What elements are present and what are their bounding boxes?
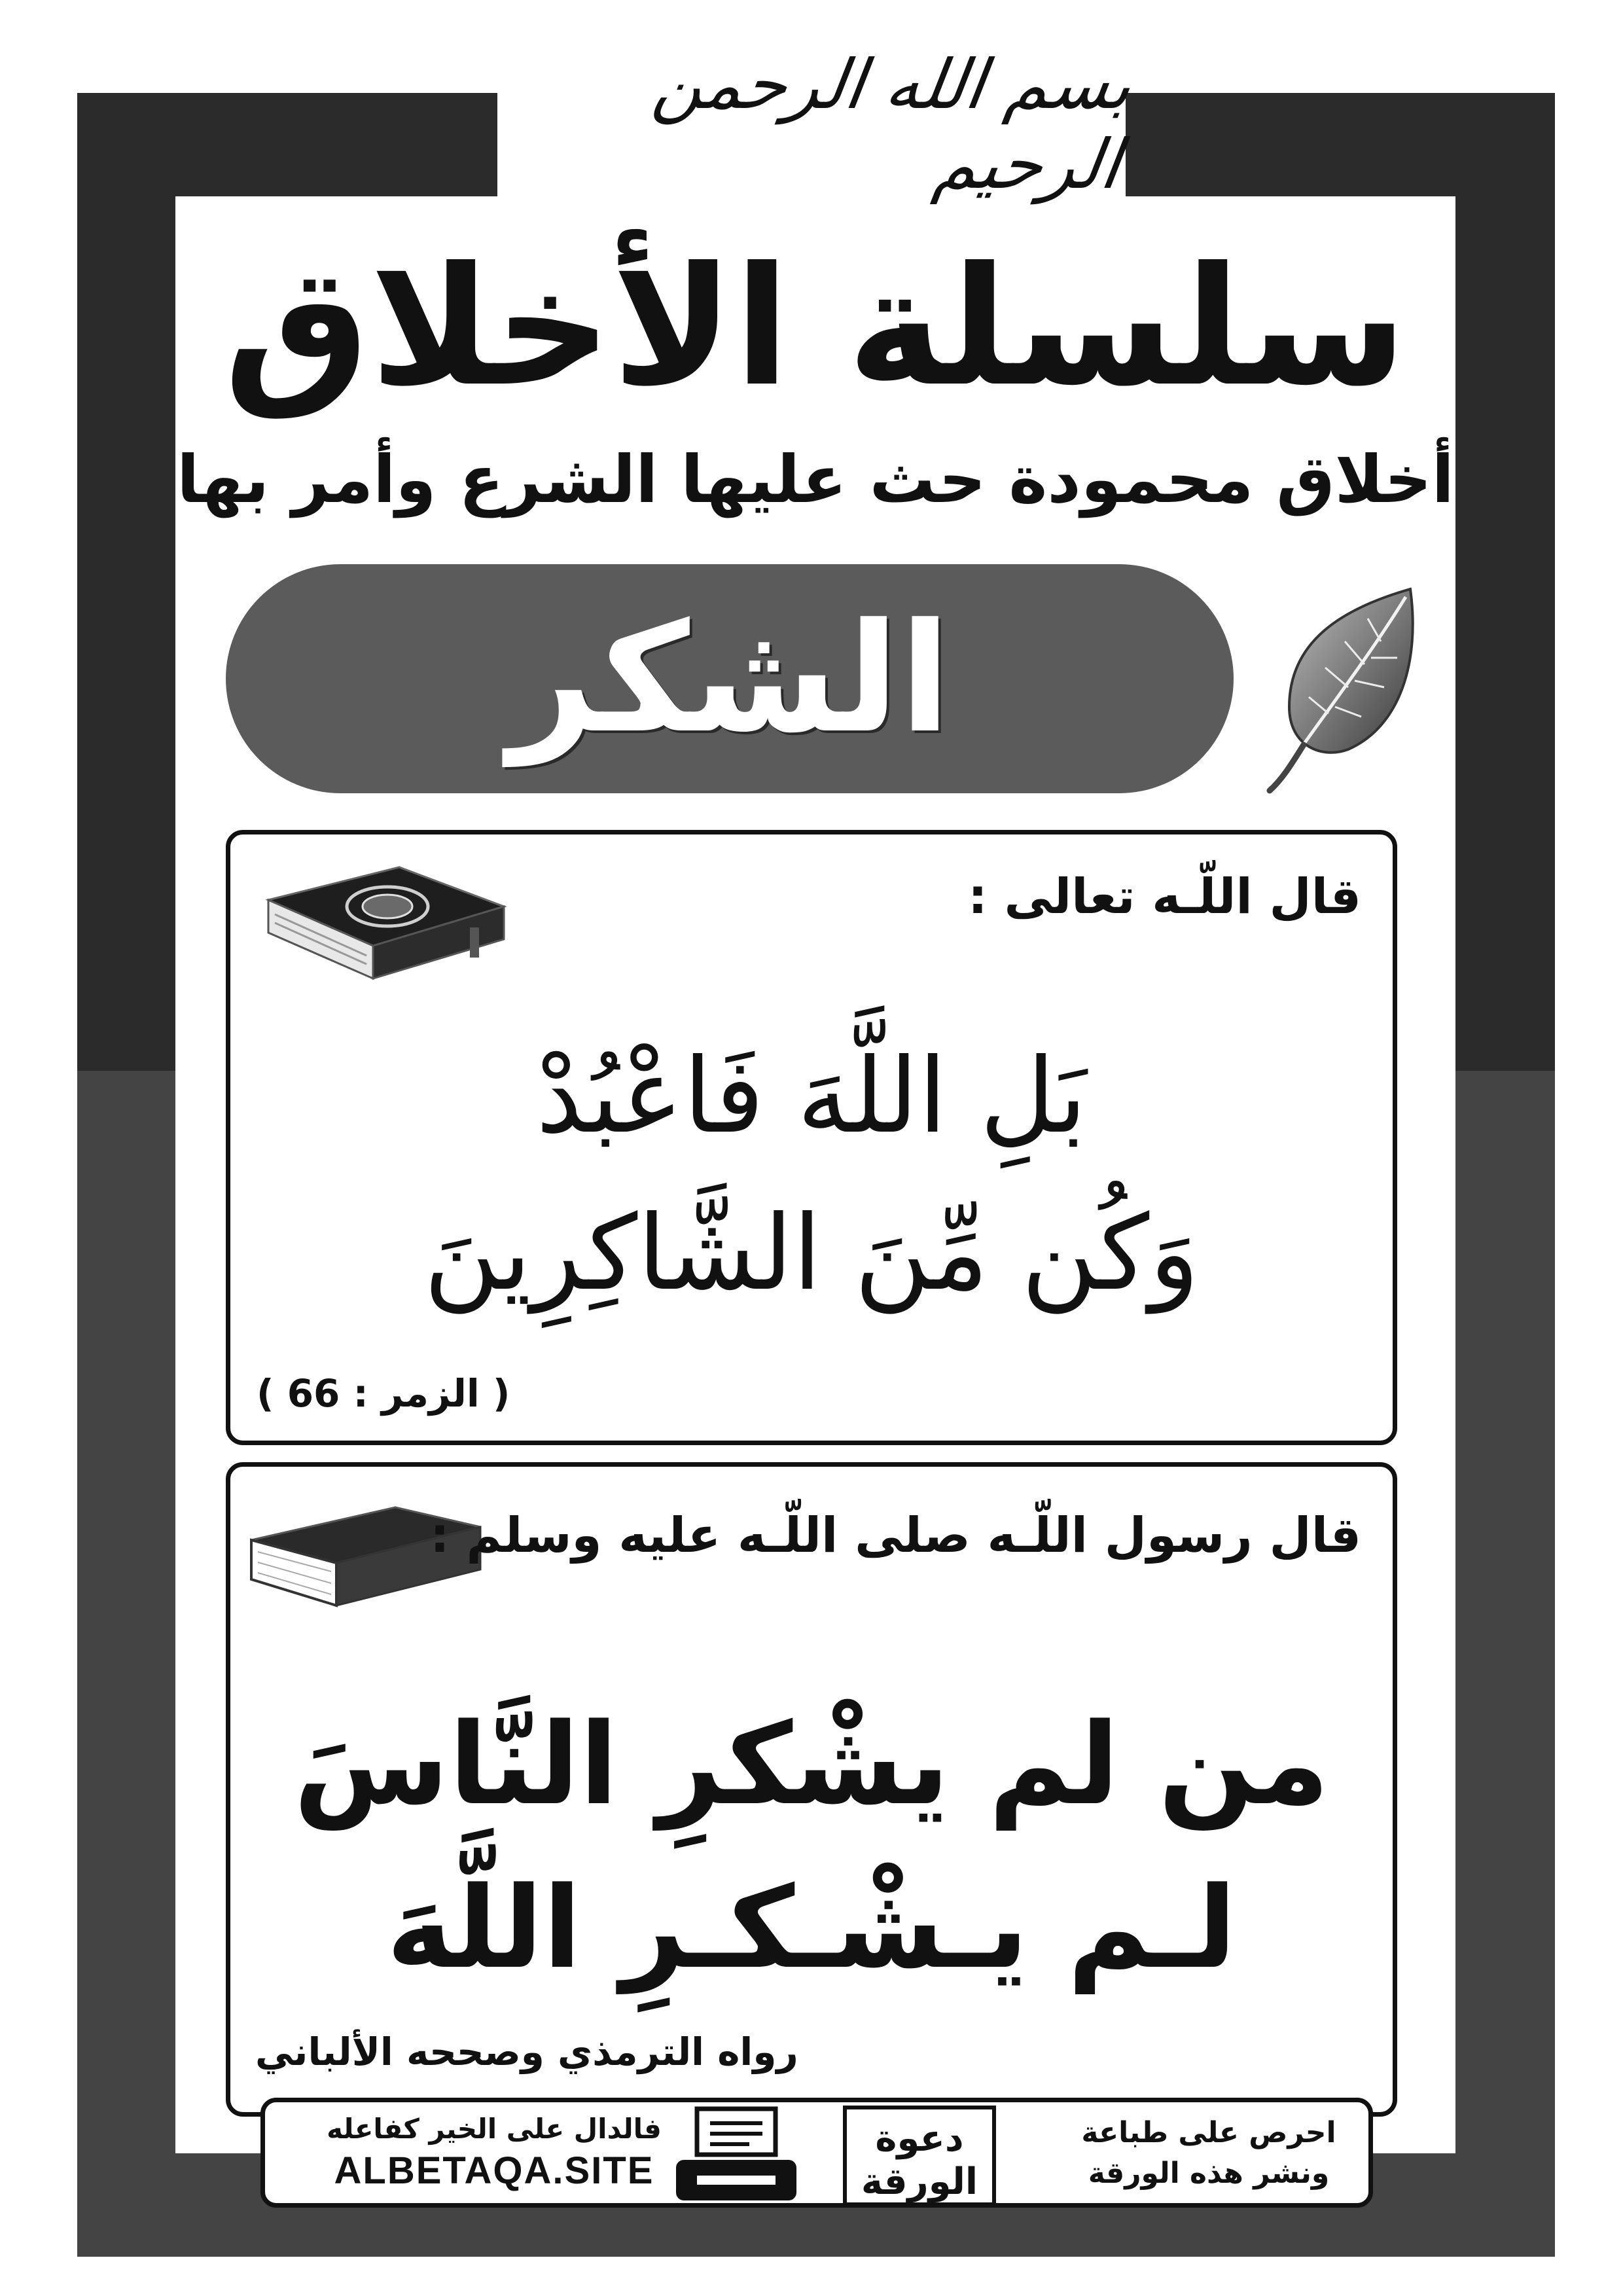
footer-tagline: فالدال على الخير كفاعله xyxy=(327,2113,662,2145)
series-subtitle: أخلاق محمودة حث عليها الشرع وأمر بها xyxy=(177,441,1454,518)
logo-text: دعوة xyxy=(875,2117,964,2160)
quran-card xyxy=(226,830,1397,1445)
quran-book-icon xyxy=(249,854,510,1005)
svg-text:الورقة: الورقة xyxy=(861,2161,978,2203)
footer-bar xyxy=(260,2098,1373,2208)
hadith-line-2: لـم يـشْـكـرِ اللَّهَ xyxy=(386,1862,1237,1994)
footer-cta-line-2: ونشر هذه الورقة xyxy=(1088,2157,1330,2190)
verse-line-1: بَلِ اللَّهَ فَاعْبُدْ xyxy=(536,1036,1087,1157)
verse-reference: ( الزمر : 66 ) xyxy=(257,1371,510,1416)
logo-mark xyxy=(841,2104,998,2208)
footer-site-link[interactable]: ALBETAQA.SITE xyxy=(334,2149,654,2192)
hadith-reference: رواه الترمذي وصححه الألباني xyxy=(255,2030,798,2074)
hadith-line-1: من لم يشْكرِ النَّاسَ xyxy=(293,1698,1330,1830)
footer-cta xyxy=(1071,2113,1346,2194)
basmala-calligraphy: بسم الله الرحمن الرحيم xyxy=(648,45,1137,204)
series-title: سلسلة الأخلاق xyxy=(223,232,1408,422)
verse-line-2: وَكُن مِّنَ الشَّاكِرِينَ xyxy=(423,1193,1200,1314)
quran-intro-label: قال اللّـه تعالى : xyxy=(968,869,1361,925)
hadith-card xyxy=(226,1462,1397,2117)
quran-verse xyxy=(230,1018,1393,1332)
hadith-text xyxy=(230,1683,1393,2010)
basmala-panel xyxy=(497,45,1137,204)
footer-cta-line-1: احرص على طباعة xyxy=(1081,2116,1336,2149)
topic-title: الشكر xyxy=(508,591,952,766)
hadith-intro-label: قال رسول اللّـه صلى اللّـه عليه وسلم : xyxy=(430,1507,1361,1564)
topic-banner xyxy=(226,564,1234,793)
printer-icon xyxy=(671,2105,802,2210)
footer-site-block xyxy=(291,2110,697,2194)
leaf-icon xyxy=(1263,583,1420,798)
